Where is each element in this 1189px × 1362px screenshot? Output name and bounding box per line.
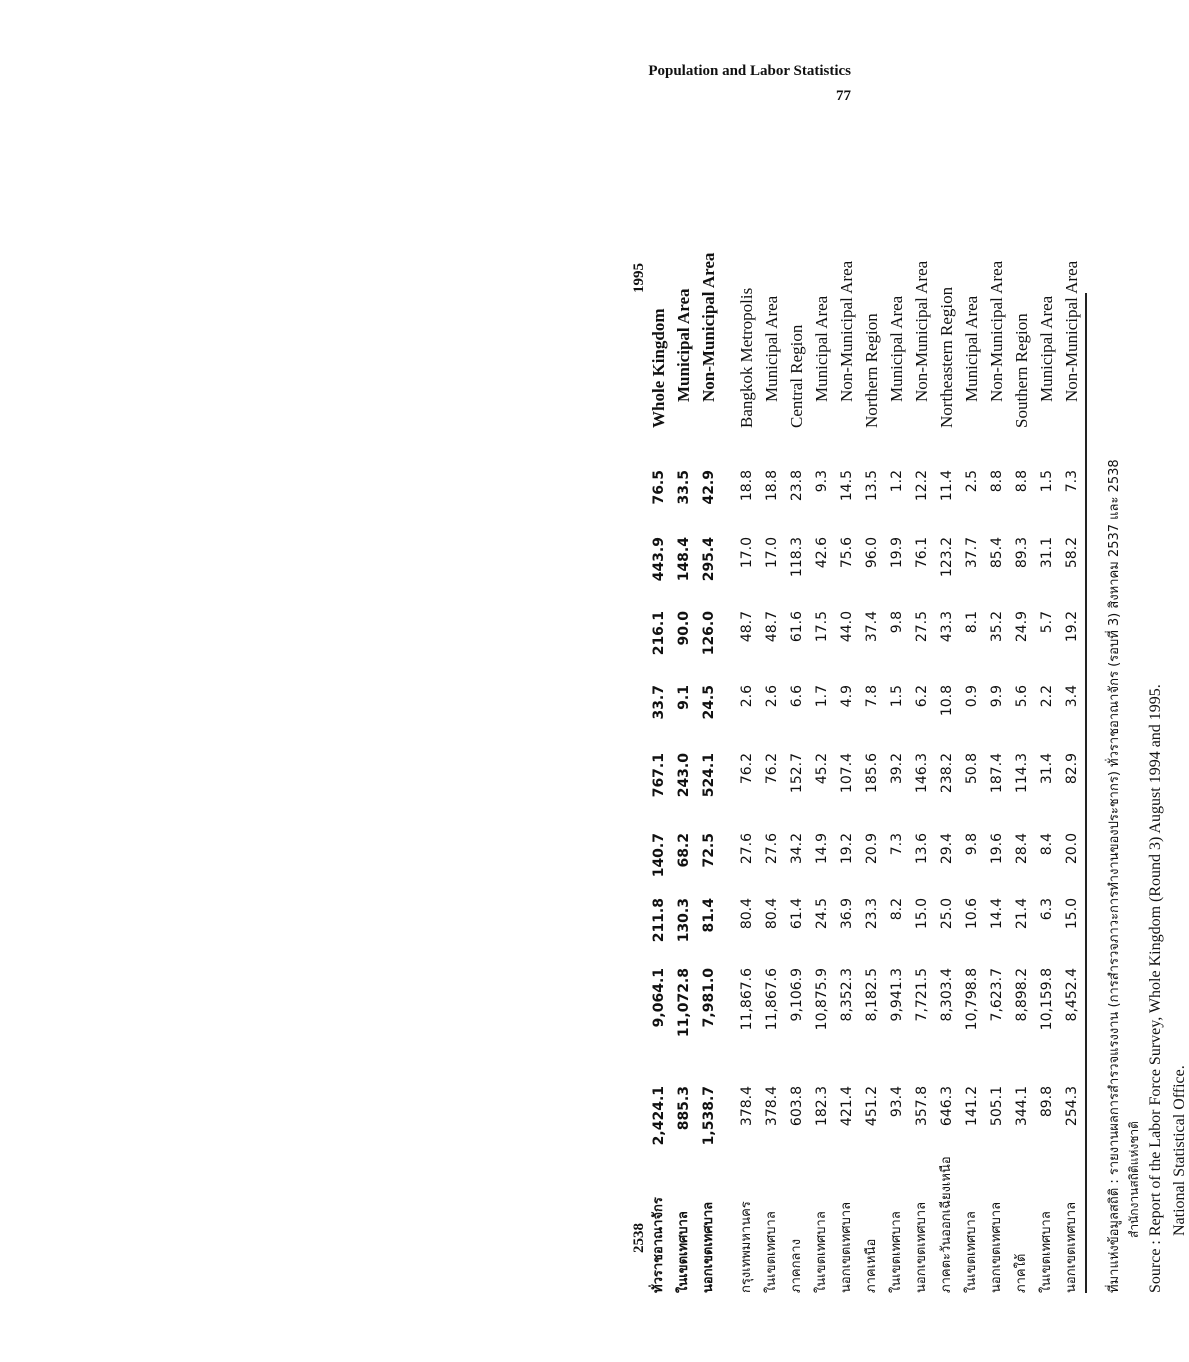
- table-cell: 2.2: [1039, 685, 1055, 708]
- row-label-thai: ในเขตเทศบาล: [814, 1211, 829, 1293]
- table-cell: 27.5: [914, 611, 930, 643]
- table-cell: 18.8: [764, 470, 780, 502]
- table-cell: 76.2: [739, 753, 755, 785]
- table-cell: 8,182.5: [864, 968, 880, 1022]
- table-cell: 10,875.9: [814, 968, 830, 1031]
- row-label-english: Municipal Area: [887, 295, 906, 402]
- row-label-thai: ในเขตเทศบาล: [964, 1211, 979, 1293]
- table-cell: 378.4: [739, 1086, 755, 1127]
- row-label-english: Northern Region: [862, 313, 881, 428]
- row-label-english: Municipal Area: [674, 288, 693, 402]
- table-cell: 17.0: [764, 537, 780, 569]
- table-cell: 37.4: [864, 611, 880, 643]
- table-cell: 2.6: [739, 685, 755, 708]
- table-cell: 48.7: [764, 611, 780, 643]
- table-cell: 36.9: [839, 898, 855, 930]
- table-cell: 148.4: [676, 537, 692, 582]
- table-cell: 10.8: [939, 685, 955, 717]
- table-cell: 7,623.7: [989, 968, 1005, 1022]
- table-cell: 23.3: [864, 898, 880, 930]
- row-label-english: Municipal Area: [1037, 295, 1056, 402]
- table-cell: 24.9: [1014, 611, 1030, 643]
- row-label-thai: นอกเขตเทศบาล: [914, 1201, 929, 1293]
- table-cell: 7.3: [889, 833, 905, 856]
- table-cell: 107.4: [839, 753, 855, 794]
- table-cell: 7,981.0: [701, 968, 717, 1028]
- table-cell: 7,721.5: [914, 968, 930, 1022]
- table-cell: 89.8: [1039, 1086, 1055, 1118]
- row-label-english: Northeastern Region: [937, 286, 956, 428]
- table-cell: 15.0: [914, 898, 930, 930]
- table-cell: 10,159.8: [1039, 968, 1055, 1031]
- row-label-thai: นอกเขตเทศบาล: [839, 1201, 854, 1293]
- table-cell: 141.2: [964, 1086, 980, 1127]
- footnote-english-office: National Statistical Office.: [1171, 1065, 1188, 1236]
- table-cell: 10,798.8: [964, 968, 980, 1031]
- table-cell: 31.1: [1039, 537, 1055, 569]
- table-cell: 81.4: [701, 898, 717, 933]
- table-cell: 9,941.3: [889, 968, 905, 1022]
- table-cell: 185.6: [864, 753, 880, 794]
- running-header-title: Population and Labor Statistics: [648, 63, 851, 79]
- table-cell: 123.2: [939, 537, 955, 578]
- row-label-thai: ภาคตะวันออกเฉียงเหนือ: [939, 1156, 954, 1293]
- table-cell: 90.0: [676, 611, 692, 646]
- table-cell: 187.4: [989, 753, 1005, 794]
- table-cell: 25.0: [939, 898, 955, 930]
- table-cell: 61.4: [789, 898, 805, 930]
- table-cell: 72.5: [701, 833, 717, 868]
- table-cell: 27.6: [764, 833, 780, 865]
- table-cell: 344.1: [1014, 1086, 1030, 1127]
- table-cell: 19.6: [989, 833, 1005, 865]
- footnote-thai-source: ที่มาแห่งข้อมูลสถิติ : รายงานผลการสำรวจแรงงาน (การสำรวจภาวะการทำงานของประชากร) ทั่วราชอาณาจักร (รอบที่ 3) สิงหาคม 2537 และ 2538: [1107, 459, 1122, 1293]
- table-cell: 2,424.1: [651, 1086, 667, 1146]
- table-cell: 7.3: [1064, 470, 1080, 493]
- table-cell: 82.9: [1064, 753, 1080, 785]
- table-cell: 2.6: [764, 685, 780, 708]
- table-cell: 8,452.4: [1064, 968, 1080, 1022]
- row-label-thai: ภาคกลาง: [789, 1238, 804, 1293]
- row-label-thai: ภาคใต้: [1014, 1253, 1029, 1293]
- table-cell: 15.0: [1064, 898, 1080, 930]
- table-cell: 68.2: [676, 833, 692, 868]
- table-cell: 0.9: [964, 685, 980, 708]
- footnote-thai-office: สำนักงานสถิติแห่งชาติ: [1127, 1121, 1141, 1238]
- table-cell: 80.4: [739, 898, 755, 930]
- table-cell: 76.1: [914, 537, 930, 569]
- table-cell: 1.5: [1039, 470, 1055, 493]
- table-cell: 357.8: [914, 1086, 930, 1127]
- table-cell: 76.2: [764, 753, 780, 785]
- table-cell: 21.4: [1014, 898, 1030, 930]
- table-cell: 5.7: [1039, 611, 1055, 634]
- row-label-english: Whole Kingdom: [649, 308, 668, 428]
- table-cell: 9,106.9: [789, 968, 805, 1022]
- table-cell: 152.7: [789, 753, 805, 794]
- table-cell: 2.5: [964, 470, 980, 493]
- row-label-thai: นอกเขตเทศบาล: [989, 1201, 1004, 1293]
- table-cell: 13.6: [914, 833, 930, 865]
- row-label-english: Southern Region: [1012, 313, 1031, 428]
- footnote-english-source: Source : Report of the Labor Force Survey, Whole Kingdom (Round 3) August 1994 and 1995.: [1147, 684, 1164, 1293]
- table-cell: 1,538.7: [701, 1086, 717, 1146]
- table-cell: 42.9: [701, 470, 717, 505]
- table-cell: 238.2: [939, 753, 955, 794]
- table-cell: 37.7: [964, 537, 980, 569]
- table-cell: 1.5: [889, 685, 905, 708]
- row-label-english: Central Region: [787, 324, 806, 428]
- table-cell: 24.5: [701, 685, 717, 720]
- table-cell: 146.3: [914, 753, 930, 794]
- table-cell: 34.2: [789, 833, 805, 865]
- row-label-english: Municipal Area: [812, 295, 831, 402]
- row-label-thai: ทั่วราชอาณาจักร: [651, 1197, 666, 1293]
- table-cell: 28.4: [1014, 833, 1030, 865]
- table-cell: 58.2: [1064, 537, 1080, 569]
- table-cell: 89.3: [1014, 537, 1030, 569]
- table-cell: 524.1: [701, 753, 717, 798]
- table-cell: 18.8: [739, 470, 755, 502]
- table-cell: 9.8: [964, 833, 980, 856]
- table-cell: 140.7: [651, 833, 667, 878]
- table-cell: 9.1: [676, 685, 692, 710]
- row-label-english: Non-Municipal Area: [699, 252, 718, 402]
- table-cell: 8,352.3: [839, 968, 855, 1022]
- table-cell: 27.6: [739, 833, 755, 865]
- table-cell: 11,072.8: [676, 968, 692, 1038]
- table-cell: 216.1: [651, 611, 667, 656]
- table-cell: 1.2: [889, 470, 905, 493]
- row-label-thai: ในเขตเทศบาล: [676, 1211, 691, 1293]
- table-cell: 118.3: [789, 537, 805, 578]
- table-cell: 39.2: [889, 753, 905, 785]
- table-cell: 75.6: [839, 537, 855, 569]
- table-bottom-rule: [1085, 293, 1087, 1293]
- table-cell: 885.3: [676, 1086, 692, 1131]
- table-cell: 443.9: [651, 537, 667, 582]
- table-cell: 9,064.1: [651, 968, 667, 1028]
- table-cell: 9.9: [989, 685, 1005, 708]
- table-cell: 182.3: [814, 1086, 830, 1127]
- table-cell: 8,303.4: [939, 968, 955, 1022]
- row-label-thai: ในเขตเทศบาล: [764, 1211, 779, 1293]
- table-cell: 421.4: [839, 1086, 855, 1127]
- row-label-thai: ภาคเหนือ: [864, 1238, 879, 1293]
- table-cell: 42.6: [814, 537, 830, 569]
- table-cell: 767.1: [651, 753, 667, 798]
- table-cell: 295.4: [701, 537, 717, 582]
- page-number: 77: [836, 88, 851, 104]
- table-cell: 6.2: [914, 685, 930, 708]
- table-cell: 254.3: [1064, 1086, 1080, 1127]
- table-cell: 6.3: [1039, 898, 1055, 921]
- table-cell: 33.7: [651, 685, 667, 720]
- table-cell: 35.2: [989, 611, 1005, 643]
- table-cell: 451.2: [864, 1086, 880, 1127]
- table-cell: 378.4: [764, 1086, 780, 1127]
- table-cell: 29.4: [939, 833, 955, 865]
- row-label-english: Non-Municipal Area: [912, 260, 931, 402]
- row-label-thai: นอกเขตเทศบาล: [701, 1201, 716, 1293]
- table-cell: 85.4: [989, 537, 1005, 569]
- year-eng: 1995: [631, 263, 647, 293]
- table-cell: 126.0: [701, 611, 717, 656]
- table-cell: 33.5: [676, 470, 692, 505]
- table-cell: 31.4: [1039, 753, 1055, 785]
- row-label-english: Non-Municipal Area: [837, 260, 856, 402]
- table-cell: 50.8: [964, 753, 980, 785]
- table-cell: 76.5: [651, 470, 667, 505]
- table-cell: 19.2: [839, 833, 855, 865]
- row-label-thai: นอกเขตเทศบาล: [1064, 1201, 1079, 1293]
- row-label-english: Municipal Area: [962, 295, 981, 402]
- rotated-table-page: [631, 61, 1188, 1293]
- table-cell: 14.4: [989, 898, 1005, 930]
- table-cell: 43.3: [939, 611, 955, 643]
- table-cell: 45.2: [814, 753, 830, 785]
- table-cell: 19.9: [889, 537, 905, 569]
- table-cell: 130.3: [676, 898, 692, 943]
- table-cell: 3.4: [1064, 685, 1080, 708]
- table-cell: 23.8: [789, 470, 805, 502]
- table-cell: 61.6: [789, 611, 805, 643]
- table-cell: 20.9: [864, 833, 880, 865]
- table-cell: 243.0: [676, 753, 692, 798]
- row-label-thai: กรุงเทพมหานคร: [739, 1201, 754, 1293]
- table-cell: 1.7: [814, 685, 830, 708]
- row-label-english: Non-Municipal Area: [1062, 260, 1081, 402]
- table-cell: 6.6: [789, 685, 805, 708]
- table-cell: 9.3: [814, 470, 830, 493]
- table-cell: 96.0: [864, 537, 880, 569]
- table-cell: 13.5: [864, 470, 880, 502]
- year-thai: 2538: [631, 1223, 647, 1253]
- table-cell: 4.9: [839, 685, 855, 708]
- row-label-thai: ในเขตเทศบาล: [1039, 1211, 1054, 1293]
- table-cell: 11,867.6: [764, 968, 780, 1031]
- table-cell: 114.3: [1014, 753, 1030, 794]
- table-cell: 12.2: [914, 470, 930, 502]
- table-cell: 48.7: [739, 611, 755, 643]
- table-cell: 20.0: [1064, 833, 1080, 865]
- table-cell: 19.2: [1064, 611, 1080, 643]
- table-cell: 505.1: [989, 1086, 1005, 1127]
- table-cell: 10.6: [964, 898, 980, 930]
- table-cell: 8,898.2: [1014, 968, 1030, 1022]
- table-cell: 17.0: [739, 537, 755, 569]
- table-cell: 8.8: [1014, 470, 1030, 493]
- table-cell: 8.8: [989, 470, 1005, 493]
- table-cell: 646.3: [939, 1086, 955, 1127]
- table-cell: 211.8: [651, 898, 667, 943]
- table-cell: 93.4: [889, 1086, 905, 1118]
- row-label-english: Bangkok Metropolis: [737, 287, 756, 428]
- row-label-english: Municipal Area: [762, 295, 781, 402]
- table-cell: 603.8: [789, 1086, 805, 1127]
- table-cell: 9.8: [889, 611, 905, 634]
- table-cell: 11.4: [939, 470, 955, 502]
- table-cell: 5.6: [1014, 685, 1030, 708]
- table-cell: 11,867.6: [739, 968, 755, 1031]
- table-cell: 8.4: [1039, 833, 1055, 856]
- row-label-thai: ในเขตเทศบาล: [889, 1211, 904, 1293]
- table-cell: 24.5: [814, 898, 830, 930]
- table-cell: 14.5: [839, 470, 855, 502]
- row-label-english: Non-Municipal Area: [987, 260, 1006, 402]
- table-cell: 44.0: [839, 611, 855, 643]
- table-cell: 8.2: [889, 898, 905, 921]
- table-cell: 80.4: [764, 898, 780, 930]
- table-cell: 8.1: [964, 611, 980, 634]
- table-cell: 7.8: [864, 685, 880, 708]
- table-cell: 14.9: [814, 833, 830, 865]
- table-cell: 17.5: [814, 611, 830, 643]
